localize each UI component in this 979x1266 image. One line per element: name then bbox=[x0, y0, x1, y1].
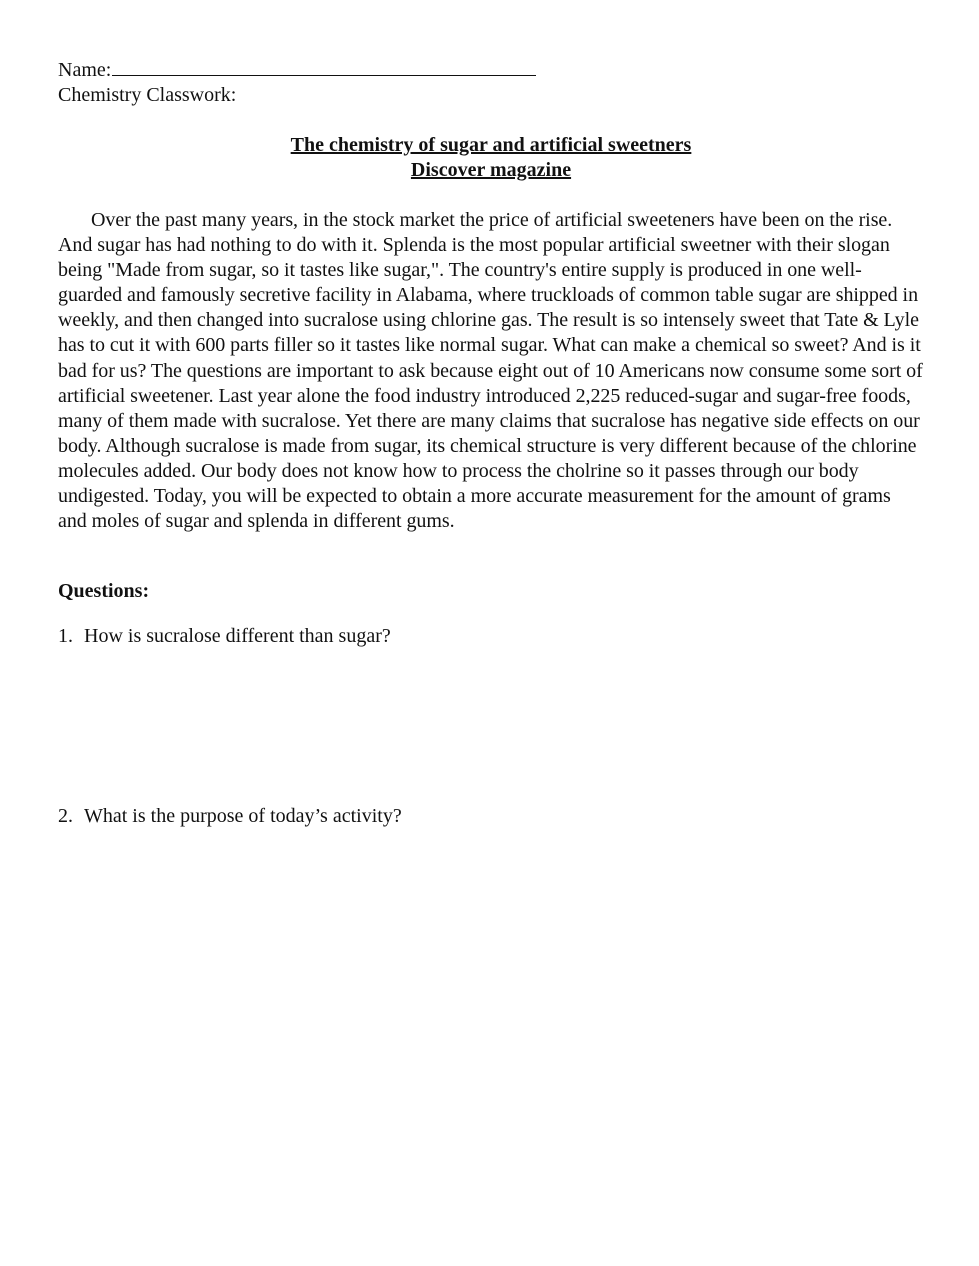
question-item bbox=[58, 624, 924, 649]
class-label: Chemistry Classwork: bbox=[58, 84, 237, 106]
name-row bbox=[58, 57, 924, 83]
question-number: 2. bbox=[58, 805, 73, 828]
document-title bbox=[58, 133, 924, 183]
title-line-2: Discover magazine bbox=[410, 159, 572, 181]
question-item bbox=[58, 804, 924, 829]
question-text: How is sucralose different than sugar? bbox=[84, 625, 391, 648]
reading-passage: Over the past many years, in the stock market the price of artificial sweeteners have been on the rise. And sugar has had nothing to do with it. Splenda is the most popular artificial sweetner with their slogan being "Made from sugar, so it tastes like sugar,". The country's entire supply is produced in one well-guarded and famously secretive facility in Alabama, where truckloads of common table sugar are shipped in weekly, and then changed into sucralose using chlorine gas. The result is so intensely sweet that Tate & Lyle has to cut it with 600 parts filler so it tastes like normal sugar. What can make a chemical so sweet? And is it bad for us? The questions are important to ask because eight out of 10 Americans now consume some sort of artificial sweetener. Last year alone the food industry introduced 2,225 reduced-sugar and sugar-free foods, many of them made with sucralose. Yet there are many claims that sucralose has negative side effects on our body. Although sucralose is made from sugar, its chemical structure is very different because of the chlorine molecules added. Our body does not know how to process the cholrine so it passes through our body undigested. Today, you will be expected to obtain a more accurate measurement for the amount of grams and moles of sugar and splenda in different gums. bbox=[58, 209, 923, 533]
question-text: What is the purpose of today’s activity? bbox=[84, 805, 402, 828]
title-line-1: The chemistry of sugar and artificial sweetners bbox=[290, 134, 692, 156]
question-number: 1. bbox=[58, 625, 73, 648]
questions-heading: Questions: bbox=[58, 580, 150, 603]
worksheet-page bbox=[58, 57, 924, 829]
name-label: Name: bbox=[58, 59, 112, 81]
name-blank-line[interactable] bbox=[112, 57, 536, 76]
